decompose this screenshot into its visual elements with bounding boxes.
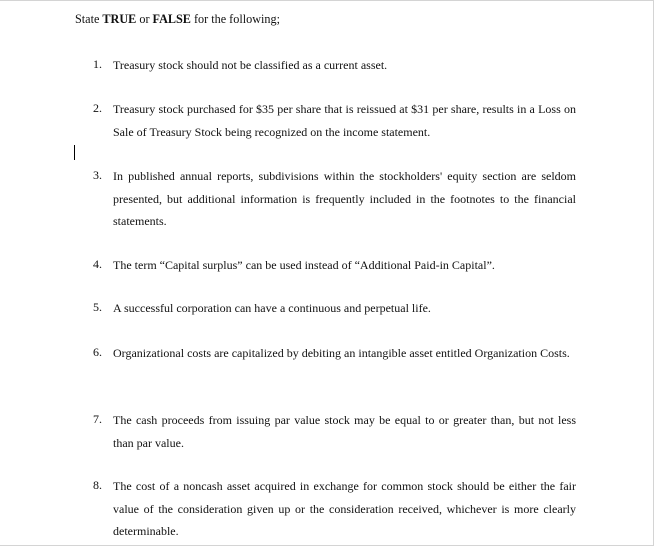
list-item xyxy=(93,168,576,233)
item-text: Treasury stock should not be classified as a current asset. xyxy=(113,58,388,72)
item-text: A successful corporation can have a continuous and perpetual life. xyxy=(113,301,431,315)
item-text: Organizational costs are capitalized by debiting an intangible asset entitled Organization Costs. xyxy=(113,346,570,360)
item-number: 4. xyxy=(93,257,102,271)
list-item xyxy=(93,345,576,365)
heading-false-word: FALSE xyxy=(152,12,191,26)
heading-true-word: TRUE xyxy=(102,12,137,26)
item-text: The cash proceeds from issuing par value stock may be equal to or greater than, but not less than par value. xyxy=(113,413,576,450)
heading-or-word: or xyxy=(136,12,153,26)
item-number: 2. xyxy=(93,101,102,115)
item-number: 8. xyxy=(93,478,102,492)
list-item xyxy=(93,412,576,454)
list-item xyxy=(93,101,576,143)
item-text: Treasury stock purchased for $35 per share that is reissued at $31 per share, results in a Loss on Sale of Treasury Stock being recognized on the income statement. xyxy=(113,102,576,139)
item-number: 5. xyxy=(93,300,102,314)
list-item xyxy=(93,257,576,277)
item-text: The cost of a noncash asset acquired in exchange for common stock should be either the fair value of the consideration given up or the consideration received, whichever is more clearly determinable. xyxy=(113,479,576,539)
item-number: 6. xyxy=(93,345,102,359)
instruction-heading xyxy=(75,11,280,27)
item-number: 1. xyxy=(93,57,102,71)
text-cursor xyxy=(74,145,75,160)
item-text: The term “Capital surplus” can be used instead of “Additional Paid-in Capital”. xyxy=(113,258,495,272)
item-number: 7. xyxy=(93,412,102,426)
item-number: 3. xyxy=(93,168,102,182)
list-item xyxy=(93,478,576,543)
item-text: In published annual reports, subdivisions within the stockholders' equity section are seldom presented, but additional information is frequently included in the footnotes to the financial statements. xyxy=(113,169,576,229)
list-item xyxy=(93,300,576,320)
heading-prefix: State xyxy=(75,12,103,26)
list-item xyxy=(93,57,576,77)
heading-suffix: for the following; xyxy=(190,12,280,26)
